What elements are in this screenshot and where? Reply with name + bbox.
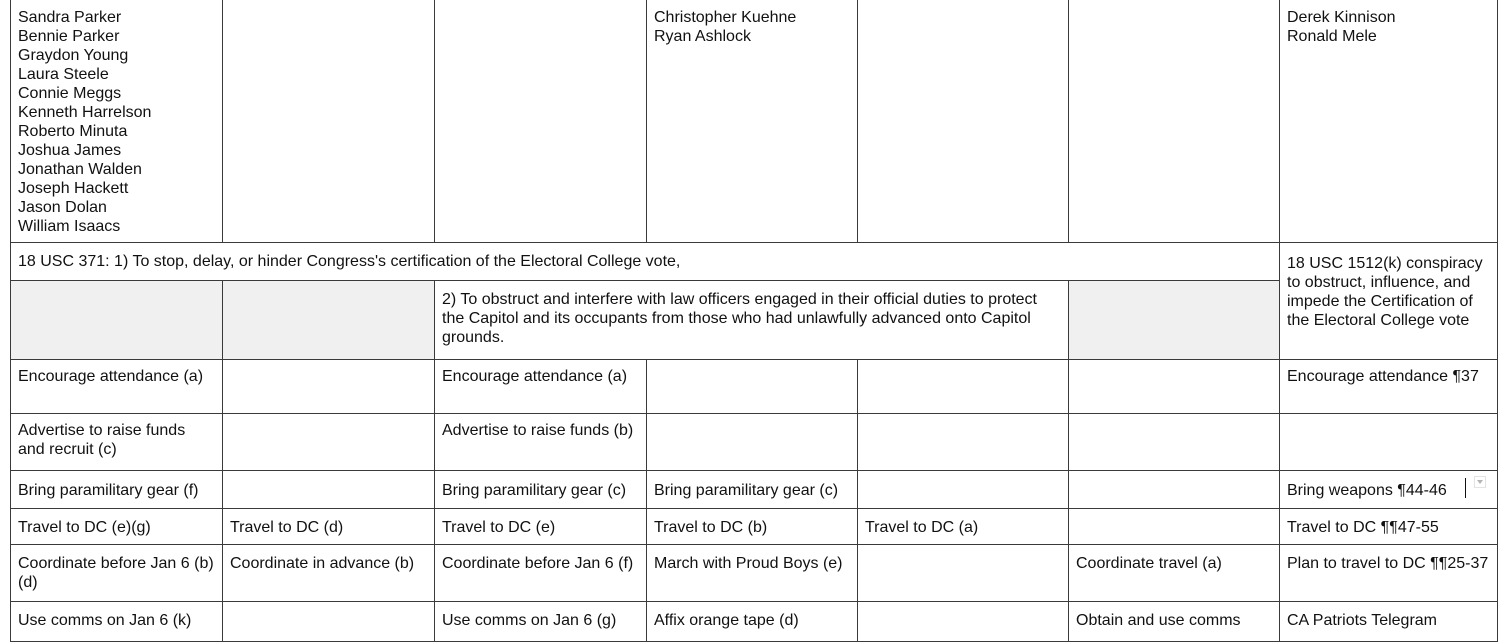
chevron-down-icon[interactable] xyxy=(1474,476,1486,488)
table-cell xyxy=(1069,281,1280,360)
table-cell xyxy=(223,471,435,509)
table-cell: Travel to DC (e)(g) xyxy=(11,509,223,545)
table-cell xyxy=(1069,509,1280,545)
table-cell xyxy=(858,414,1069,471)
table-cell xyxy=(1069,360,1280,414)
defendant-name: Jason Dolan xyxy=(18,199,107,216)
table-cell: Coordinate before Jan 6 (b) (d) xyxy=(11,545,223,602)
table-cell: Encourage attendance ¶37 xyxy=(1280,360,1498,414)
defendant-names-cell xyxy=(11,0,223,243)
defendant-name: Ronald Mele xyxy=(1287,28,1377,45)
usc-371-title: 18 USC 371: 1) To stop, delay, or hinder Congress's certification of the Electoral College vote, xyxy=(11,243,1280,281)
table-cell xyxy=(858,545,1069,602)
defendant-names-cell xyxy=(1280,0,1498,243)
table-cell: Travel to DC (d) xyxy=(223,509,435,545)
table-cell: Bring paramilitary gear (c) xyxy=(647,471,858,509)
text-cursor xyxy=(1465,478,1466,498)
table-cell: Advertise to raise funds and recruit (c) xyxy=(11,414,223,471)
table-cell: Encourage attendance (a) xyxy=(11,360,223,414)
table-cell: CA Patriots Telegram xyxy=(1280,602,1498,642)
table-row xyxy=(11,471,1498,509)
table-row xyxy=(11,545,1498,602)
table-cell: Coordinate travel (a) xyxy=(1069,545,1280,602)
table-cell xyxy=(223,0,435,243)
table-cell: Advertise to raise funds (b) xyxy=(435,414,647,471)
defendant-name: Jonathan Walden xyxy=(18,161,142,178)
statute-row xyxy=(11,243,1498,281)
defendant-names-cell xyxy=(647,0,858,243)
table-cell: Travel to DC (a) xyxy=(858,509,1069,545)
table-cell xyxy=(647,414,858,471)
defendant-name: Laura Steele xyxy=(18,66,109,83)
table-cell: Obtain and use comms xyxy=(1069,602,1280,642)
table-cell xyxy=(223,360,435,414)
defendant-name: Roberto Minuta xyxy=(18,123,128,140)
table-cell: Bring paramilitary gear (c) xyxy=(435,471,647,509)
defendant-name: Kenneth Harrelson xyxy=(18,104,152,121)
table-cell: Use comms on Jan 6 (k) xyxy=(11,602,223,642)
table-cell xyxy=(647,360,858,414)
table-cell xyxy=(435,0,647,243)
defendant-name: Joshua James xyxy=(18,142,122,159)
usc-1512-title: 18 USC 1512(k) conspiracy to obstruct, influence, and impede the Certification of the Electoral College vote xyxy=(1280,243,1498,360)
table-cell xyxy=(858,0,1069,243)
table-row xyxy=(11,602,1498,642)
table-cell: Travel to DC (b) xyxy=(647,509,858,545)
defendant-name: Derek Kinnison xyxy=(1287,9,1396,26)
table-cell xyxy=(1069,0,1280,243)
conspiracy-comparison-table xyxy=(10,0,1498,642)
table-cell xyxy=(858,360,1069,414)
table-cell: Use comms on Jan 6 (g) xyxy=(435,602,647,642)
table-cell xyxy=(1069,471,1280,509)
table-cell xyxy=(223,414,435,471)
table-cell: Travel to DC ¶¶47-55 xyxy=(1280,509,1498,545)
defendants-row xyxy=(11,0,1498,243)
table-cell: Travel to DC (e) xyxy=(435,509,647,545)
defendant-name: Sandra Parker xyxy=(18,9,122,26)
table-cell[interactable]: Bring weapons ¶44-46 xyxy=(1280,471,1498,509)
table-row xyxy=(11,414,1498,471)
table-cell: Bring paramilitary gear (f) xyxy=(11,471,223,509)
defendant-name: Christopher Kuehne xyxy=(654,9,797,26)
defendant-name: Joseph Hackett xyxy=(18,180,129,197)
object-row xyxy=(11,281,1498,360)
table-cell xyxy=(858,471,1069,509)
table-cell xyxy=(1280,414,1498,471)
defendant-list xyxy=(18,8,216,236)
table-row xyxy=(11,360,1498,414)
defendant-name: William Isaacs xyxy=(18,218,121,235)
table-cell: Coordinate in advance (b) xyxy=(223,545,435,602)
table-row xyxy=(11,509,1498,545)
defendant-name: Ryan Ashlock xyxy=(654,28,751,45)
defendant-name: Bennie Parker xyxy=(18,28,120,45)
table-cell: March with Proud Boys (e) xyxy=(647,545,858,602)
second-object-text: 2) To obstruct and interfere with law officers engaged in their official duties to protect the Capitol and its occupants from those who had unlawfully advanced onto Capitol grounds. xyxy=(435,281,1069,360)
defendant-name: Graydon Young xyxy=(18,47,129,64)
table-cell xyxy=(858,602,1069,642)
defendant-name: Connie Meggs xyxy=(18,85,122,102)
table-cell xyxy=(1069,414,1280,471)
table-cell xyxy=(223,281,435,360)
table-cell: Encourage attendance (a) xyxy=(435,360,647,414)
table-cell: Coordinate before Jan 6 (f) xyxy=(435,545,647,602)
table-cell: Plan to travel to DC ¶¶25-37 xyxy=(1280,545,1498,602)
table-cell xyxy=(11,281,223,360)
table-cell xyxy=(223,602,435,642)
table-cell: Affix orange tape (d) xyxy=(647,602,858,642)
